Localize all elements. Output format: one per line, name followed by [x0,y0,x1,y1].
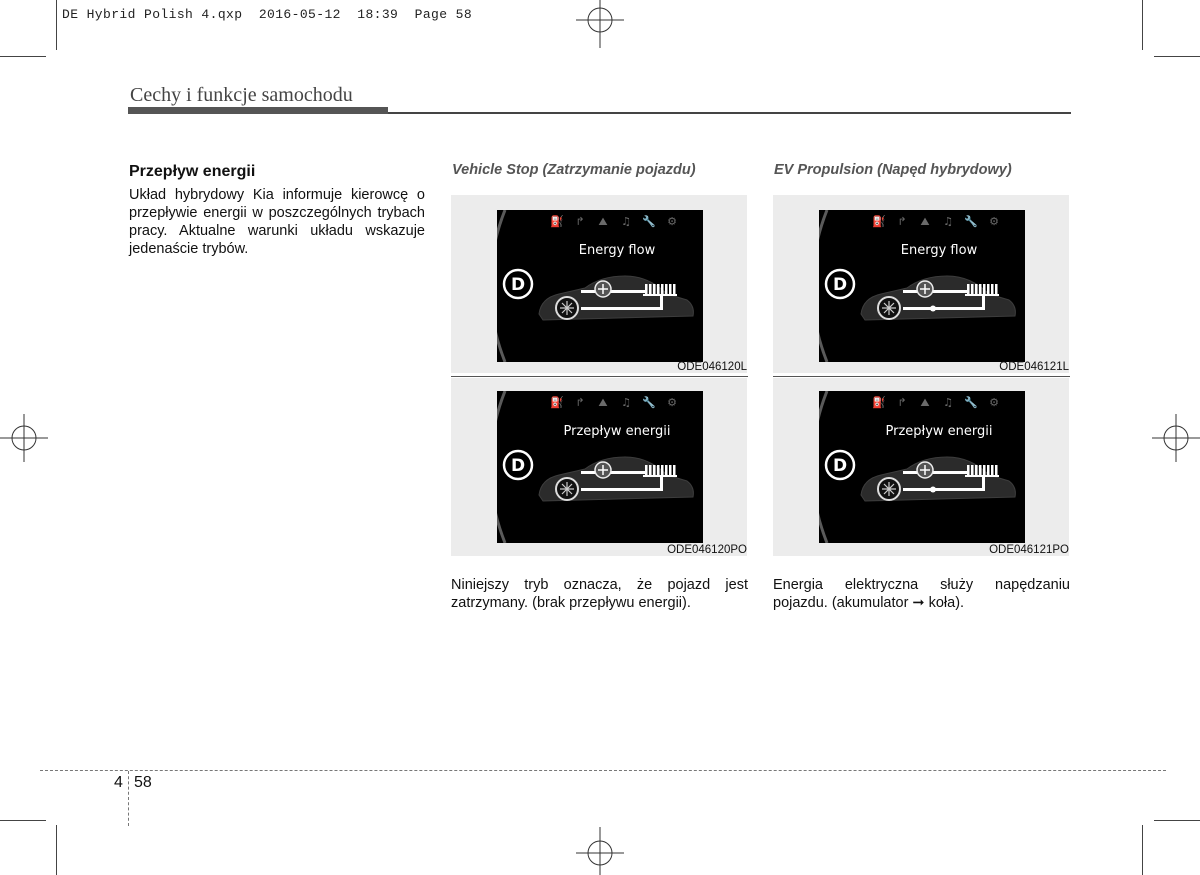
wheel-flow-line [903,488,983,491]
battery-bar [657,284,660,294]
wheel-flow-line [581,488,661,491]
arrow-icon: ↱ [575,396,585,409]
figure-divider [451,376,748,377]
figure-panel [451,378,747,556]
wrench-icon: 🔧 [964,396,978,409]
display-screen [497,210,703,362]
music-icon: ♫ [621,396,631,409]
fuel-icon: ⛽ [872,215,886,228]
road-icon: ⛰ [598,215,608,228]
battery-bar [645,284,648,294]
engine-flow-line [581,290,645,293]
battery-bar [995,284,998,294]
battery-bar [995,465,998,475]
footer-divider [128,771,129,826]
flow-connector [660,296,663,310]
engine-flow-line [581,471,645,474]
flow-marker [930,487,936,493]
figure-code: ODE046120PO [667,544,747,556]
gear-icon: ⚙ [989,215,999,228]
battery-bar [649,465,652,475]
description-ev-propulsion: Energia elektryczna służy napędzaniu pojazdu. (akumulator ➞ koła). [773,577,1070,611]
print-slug: DE Hybrid Polish 4.qxp 2016-05-12 18:39 Page 58 [62,7,473,22]
figure-panel [773,195,1069,373]
wheel-spokes [560,301,574,315]
display-screen [819,210,1025,362]
battery-bar [971,465,974,475]
battery-bar [983,284,986,294]
crop-mark-bottom-right-v [1142,825,1143,875]
battery-bar [673,284,676,294]
crop-mark-top-left-h [0,56,46,57]
figure-code: ODE046120L [677,361,747,373]
music-icon: ♫ [943,396,953,409]
arrow-icon: ↱ [897,215,907,228]
wrench-icon: 🔧 [642,215,656,228]
battery-bar [979,465,982,475]
battery-bar [661,284,664,294]
energy-flow-display [819,391,1025,543]
footer-rule [40,770,1166,771]
flow-connector [660,477,663,491]
battery-bar [991,465,994,475]
engine-flow-line [903,290,967,293]
battery-bar [979,284,982,294]
music-icon: ♫ [943,215,953,228]
road-icon: ⛰ [598,396,608,409]
gear-letter: D [510,456,526,476]
display-screen [497,391,703,543]
energy-flow-display [819,210,1025,362]
registration-mark-left [0,410,50,470]
battery-bar [987,284,990,294]
battery-bar [669,465,672,475]
battery-bar [967,284,970,294]
battery-bar [975,465,978,475]
crop-mark-top-right-h [1154,56,1200,57]
registration-mark-bottom [570,825,630,875]
column-title-ev-propulsion: EV Propulsion (Napęd hybrydowy) [774,162,1012,178]
crop-mark-top-right-v [1142,0,1143,50]
screen-label: Energy flow [900,243,978,258]
battery-bar [987,465,990,475]
battery-bar [669,284,672,294]
section-title-bar [128,107,388,114]
battery-base [965,294,999,296]
battery-bar [975,284,978,294]
battery-base [643,475,677,477]
battery-bar [657,465,660,475]
wrench-icon: 🔧 [964,215,978,228]
energy-flow-display [497,391,703,543]
crop-mark-bottom-left-h [0,820,46,821]
music-icon: ♫ [621,215,631,228]
flow-marker [930,306,936,312]
battery-bar [673,465,676,475]
battery-base [965,475,999,477]
battery-bar [971,284,974,294]
flow-connector [982,296,985,310]
gear-icon: ⚙ [667,396,677,409]
battery-bar [653,284,656,294]
road-icon: ⛰ [920,396,930,409]
crop-mark-bottom-right-h [1154,820,1200,821]
battery-bar [991,284,994,294]
arrow-icon: ↱ [897,396,907,409]
registration-mark-right [1150,410,1200,470]
screen-label: Przepływ energii [885,424,993,439]
registration-mark-top [570,0,630,50]
road-icon: ⛰ [920,215,930,228]
battery-base [643,294,677,296]
screen-label: Energy flow [578,243,656,258]
column-title-vehicle-stop: Vehicle Stop (Zatrzymanie pojazdu) [452,162,696,178]
battery-bar [653,465,656,475]
chapter-number: 4 [114,774,123,791]
wheel-flow-line [581,307,661,310]
fuel-icon: ⛽ [550,215,564,228]
battery-bar [983,465,986,475]
gear-icon: ⚙ [667,215,677,228]
wheel-spokes [560,482,574,496]
intro-heading: Przepływ energii [129,163,256,180]
gear-letter: D [832,275,848,295]
wheel-spokes [882,482,896,496]
section-title-rule [388,112,1071,114]
intro-body: Układ hybrydowy Kia informuje kierowcę o przepływie energii w poszczególnych trybach pracy. Aktualne warunki układu wskazuje jedenaście trybów. [129,187,425,257]
description-vehicle-stop: Niniejszy tryb oznacza, że pojazd jest zatrzymany. (brak przepływu energii). [451,577,748,611]
battery-bar [645,465,648,475]
crop-mark-bottom-left-v [56,825,57,875]
energy-flow-display [497,210,703,362]
arrow-icon: ↱ [575,215,585,228]
crop-mark-top-left-v [56,0,57,50]
battery-bar [665,284,668,294]
figure-code: ODE046121L [999,361,1069,373]
display-screen [819,391,1025,543]
wheel-flow-line [903,307,983,310]
battery-bar [665,465,668,475]
gear-icon: ⚙ [989,396,999,409]
battery-bar [649,284,652,294]
figure-panel [451,195,747,373]
gear-letter: D [832,456,848,476]
fuel-icon: ⛽ [872,396,886,409]
figure-code: ODE046121PO [989,544,1069,556]
page-number: 58 [134,774,152,791]
fuel-icon: ⛽ [550,396,564,409]
flow-connector [982,477,985,491]
gear-letter: D [510,275,526,295]
figure-divider [773,376,1070,377]
battery-bar [661,465,664,475]
wrench-icon: 🔧 [642,396,656,409]
wheel-spokes [882,301,896,315]
figure-panel [773,378,1069,556]
screen-label: Przepływ energii [563,424,671,439]
engine-flow-line [903,471,967,474]
section-title: Cechy i funkcje samochodu [130,84,353,106]
battery-bar [967,465,970,475]
